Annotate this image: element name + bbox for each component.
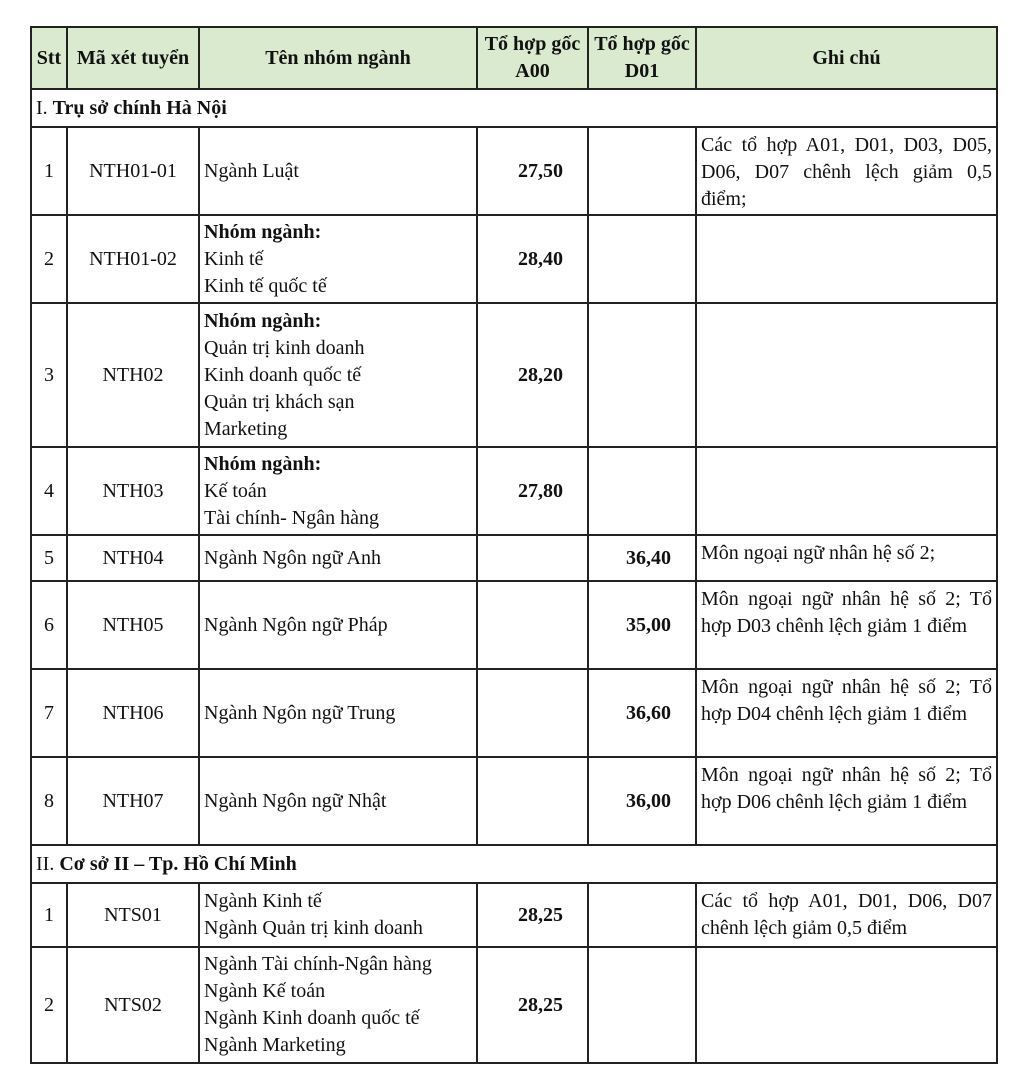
score-d01-cell [588, 883, 696, 947]
table-row [31, 669, 997, 757]
major-name: Kinh doanh quốc tế [204, 363, 362, 386]
group-label: Nhóm ngành: [204, 220, 322, 243]
admission-score-table [30, 26, 998, 1064]
major-name: Kinh tế quốc tế [204, 274, 327, 297]
note-cell: Môn ngoại ngữ nhân hệ số 2; [696, 535, 997, 581]
code-cell: NTS02 [67, 947, 199, 1063]
header-ghichu: Ghi chú [696, 27, 997, 89]
score-a00-cell: 27,80 [477, 447, 588, 535]
major-name-cell [199, 883, 477, 947]
code-cell: NTH02 [67, 303, 199, 447]
stt-cell: 2 [31, 947, 67, 1063]
major-name-cell [199, 581, 477, 669]
stt-cell: 4 [31, 447, 67, 535]
major-name-cell [199, 447, 477, 535]
section-title: Cơ sở II – Tp. Hồ Chí Minh [59, 852, 297, 875]
header-stt: Stt [31, 27, 67, 89]
code-cell: NTH03 [67, 447, 199, 535]
score-d01-cell [588, 303, 696, 447]
table-row [31, 215, 997, 303]
score-a00-cell: 27,50 [477, 127, 588, 215]
major-name-cell [199, 127, 477, 215]
table-row [31, 127, 997, 215]
section-prefix: II. [36, 852, 60, 875]
stt-cell: 5 [31, 535, 67, 581]
note-cell [696, 947, 997, 1063]
stt-cell: 8 [31, 757, 67, 845]
major-name: Marketing [204, 417, 288, 440]
major-name-cell [199, 947, 477, 1063]
section-title-cell [31, 89, 997, 127]
score-d01-cell [588, 127, 696, 215]
major-name: Kinh tế [204, 247, 264, 270]
table-row [31, 581, 997, 669]
code-cell: NTH01-01 [67, 127, 199, 215]
major-name-cell [199, 669, 477, 757]
note-cell: Môn ngoại ngữ nhân hệ số 2; Tổ hợp D04 chênh lệch giảm 1 điểm [696, 669, 997, 757]
table-body [31, 89, 997, 1063]
table-row [31, 303, 997, 447]
major-name-cell [199, 303, 477, 447]
code-cell: NTH07 [67, 757, 199, 845]
header-row [31, 27, 997, 89]
score-a00-cell: 28,25 [477, 947, 588, 1063]
section-title-cell [31, 845, 997, 883]
score-a00-cell: 28,20 [477, 303, 588, 447]
major-name: Kế toán [204, 479, 267, 502]
section-row [31, 89, 997, 127]
section-title: Trụ sở chính Hà Nội [52, 96, 227, 119]
major-name-cell [199, 215, 477, 303]
table-row [31, 883, 997, 947]
score-a00-cell: 28,25 [477, 883, 588, 947]
score-d01-cell: 36,60 [588, 669, 696, 757]
header-ma: Mã xét tuyển [67, 27, 199, 89]
score-a00-cell [477, 757, 588, 845]
stt-cell: 1 [31, 127, 67, 215]
score-d01-cell [588, 947, 696, 1063]
stt-cell: 7 [31, 669, 67, 757]
stt-cell: 1 [31, 883, 67, 947]
code-cell: NTH06 [67, 669, 199, 757]
header-a00: Tổ hợp gốc A00 [477, 27, 588, 89]
major-name: Ngành Ngôn ngữ Nhật [204, 789, 387, 812]
major-name: Ngành Ngôn ngữ Anh [204, 546, 381, 569]
note-cell: Các tổ hợp A01, D01, D03, D05, D06, D07 chênh lệch giảm 0,5 điểm; [696, 127, 997, 215]
major-name: Ngành Luật [204, 159, 299, 182]
table-row [31, 757, 997, 845]
header-ten: Tên nhóm ngành [199, 27, 477, 89]
note-cell [696, 303, 997, 447]
major-name: Tài chính- Ngân hàng [204, 506, 379, 529]
major-name: Ngành Tài chính-Ngân hàng [204, 953, 432, 975]
stt-cell: 2 [31, 215, 67, 303]
code-cell: NTH04 [67, 535, 199, 581]
major-name: Ngành Marketing [204, 1034, 346, 1056]
section-prefix: I. [36, 96, 53, 119]
group-label: Nhóm ngành: [204, 309, 322, 332]
score-a00-cell [477, 669, 588, 757]
major-name-cell [199, 535, 477, 581]
note-cell [696, 215, 997, 303]
major-name: Ngành Ngôn ngữ Trung [204, 701, 396, 724]
section-row [31, 845, 997, 883]
score-d01-cell: 36,00 [588, 757, 696, 845]
major-name-cell [199, 757, 477, 845]
note-cell: Môn ngoại ngữ nhân hệ số 2; Tổ hợp D06 chênh lệch giảm 1 điểm [696, 757, 997, 845]
group-label: Nhóm ngành: [204, 452, 322, 475]
stt-cell: 6 [31, 581, 67, 669]
table-row [31, 535, 997, 581]
header-d01: Tổ hợp gốc D01 [588, 27, 696, 89]
score-d01-cell: 36,40 [588, 535, 696, 581]
stt-cell: 3 [31, 303, 67, 447]
code-cell: NTS01 [67, 883, 199, 947]
major-name: Quản trị kinh doanh [204, 336, 365, 359]
major-name: Quản trị khách sạn [204, 390, 355, 413]
major-name: Ngành Quản trị kinh doanh [204, 917, 423, 939]
score-a00-cell: 28,40 [477, 215, 588, 303]
major-name: Ngành Ngôn ngữ Pháp [204, 613, 388, 636]
table-row [31, 947, 997, 1063]
major-name: Ngành Kế toán [204, 980, 326, 1002]
code-cell: NTH05 [67, 581, 199, 669]
code-cell: NTH01-02 [67, 215, 199, 303]
table-row [31, 447, 997, 535]
note-cell: Môn ngoại ngữ nhân hệ số 2; Tổ hợp D03 chênh lệch giảm 1 điểm [696, 581, 997, 669]
major-name: Ngành Kinh tế [204, 890, 322, 912]
score-a00-cell [477, 581, 588, 669]
score-d01-cell: 35,00 [588, 581, 696, 669]
score-d01-cell [588, 215, 696, 303]
score-a00-cell [477, 535, 588, 581]
note-cell: Các tổ hợp A01, D01, D06, D07 chênh lệch giảm 0,5 điểm [696, 883, 997, 947]
score-d01-cell [588, 447, 696, 535]
major-name: Ngành Kinh doanh quốc tế [204, 1007, 420, 1029]
note-cell [696, 447, 997, 535]
